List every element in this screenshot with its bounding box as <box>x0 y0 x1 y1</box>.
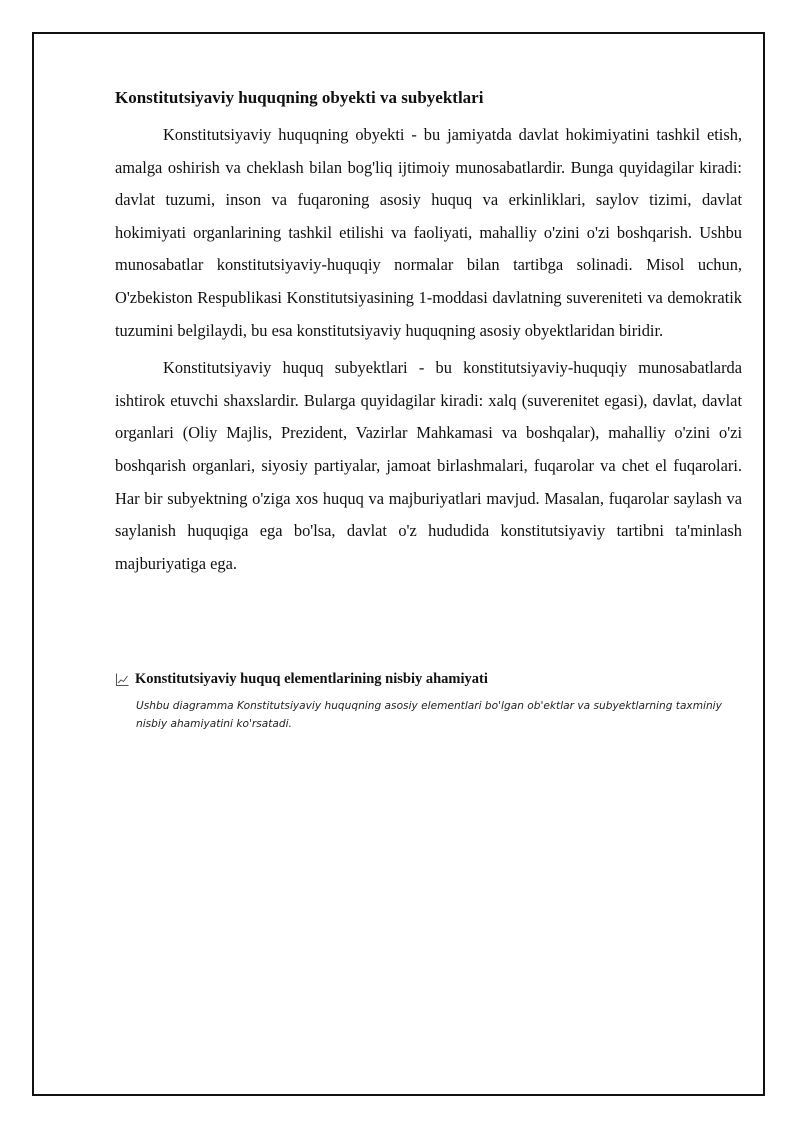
figure-title: Konstitutsiyaviy huquq elementlarining nisbiy ahamiyati <box>135 671 488 687</box>
figure-title-row <box>115 669 745 689</box>
section-title: Konstitutsiyaviy huquqning obyekti va subyektlari <box>115 88 484 107</box>
paragraph-objects: Konstitutsiyaviy huquqning obyekti - bu jamiyatda davlat hokimiyatini tashkil etish, amalga oshirish va cheklash bilan bog'liq ijtimoiy munosabatlardir. Bunga quyidagilar kiradi: davlat tuzumi, inson va fuqaroning asosiy huquq va erkinliklari, saylov tizimi, davlat hokimiyati organlarining tashkil etilishi va faoliyati, mahalliy o'zini o'zi boshqarish. Ushbu munosabatlar konstitutsiyaviy-huquqiy normalar bilan tartibga solinadi. Misol uchun, O'zbekiston Respublikasi Konstitutsiyasining 1-moddasi davlatning suvereniteti va demokratik tuzumini belgilaydi, bu esa konstitutsiyaviy huquqning asosiy obyektlaridan biridir. <box>115 125 742 340</box>
figure-block <box>115 669 745 733</box>
paragraph-subjects: Konstitutsiyaviy huquq subyektlari - bu konstitutsiyaviy-huquqiy munosabatlarda ishtirok etuvchi shaxslardir. Bularga quyidagilar kiradi: xalq (suverenitet egasi), davlat, davlat organlari (Oliy Majlis, Prezident, Vazirlar Mahkamasi va boshqalar), mahalliy o'zini o'zi boshqarish organlari, siyosiy partiyalar, jamoat birlashmalari, fuqarolar va chet el fuqarolari. Har bir subyektning o'ziga xos huquq va majburiyatlari mavjud. Masalan, fuqarolar saylash va saylanish huquqiga ega bo'lsa, davlat o'z hududida konstitutsiyaviy tartibni ta'minlash majburiyatiga ega. <box>115 358 742 573</box>
chart-increasing-icon <box>115 672 130 687</box>
figure-caption: Ushbu diagramma Konstitutsiyaviy huquqning asosiy elementlari bo'lgan ob'ektlar va subyektlarning taxminiy nisbiy ahamiyatini ko'rsatadi. <box>136 700 722 730</box>
document-body <box>115 86 742 585</box>
